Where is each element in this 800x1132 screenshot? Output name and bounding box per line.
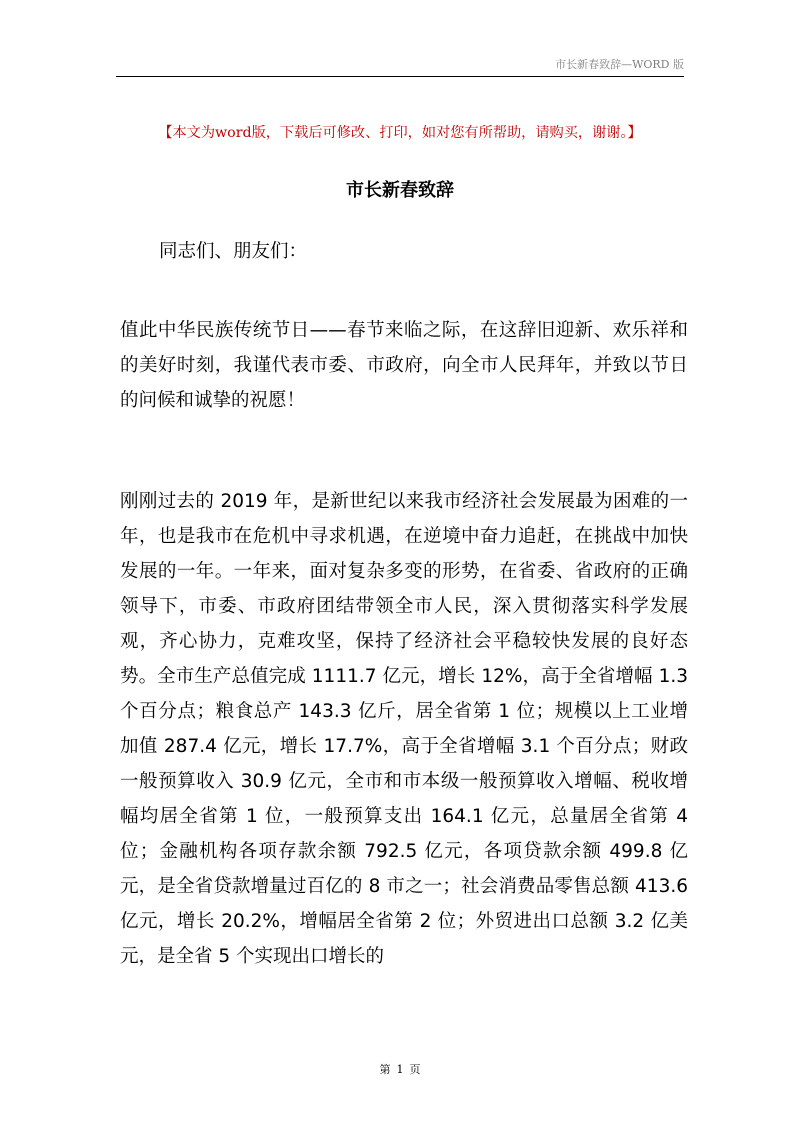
footer-prefix: 第 [379, 1063, 391, 1076]
purchase-notice: 【本文为word版，下载后可修改、打印，如对您有所帮助，请购买，谢谢。】 [158, 125, 642, 141]
page-number: 1 [396, 1063, 404, 1076]
page-footer [0, 1061, 800, 1077]
footer-suffix: 页 [409, 1063, 421, 1076]
paragraph-review: 刚刚过去的 2019 年，是新世纪以来我市经济社会发展最为困难的一年，也是我市在危机中寻求机遇，在逆境中奋力追赶，在挑战中加快发展的一年。一年来，面对复杂多变的形势，在省委、省政府的正确领导下，市委、市政府团结带领全市人民，深入贯彻落实科学发展观，齐心协力，克难攻坚，保持了经济社会平稳较快发展的良好态势。全市生产总值完成 1111.7 亿元，增长 12%，高于全省增幅 1.3 个百分点；粮食总产 143.3 亿斤，居全省第 1 位；规模以上工业增加值 287.4 亿元，增长 17.7%，高于全省增幅 3.1 个百分点；财政一般预算收入 30.9 亿元，全市和市本级一般预算收入增幅、税收增幅均居全省第 1 位，一般预算支出 164.1 亿元，总量居全省第 4 位；金融机构各项存款余额 792.5 亿元，各项贷款余额 499.8 亿元，是全省贷款增量过百亿的 8 市之一；社会消费品零售总额 413.6 亿元，增长 20.2%，增幅居全省第 2 位；外贸进出口总额 3.2 亿美元，是全省 5 个实现出口增长的 [120, 491, 688, 967]
page-header: 市长新春致辞—WORD 版 [555, 58, 684, 71]
paragraph-greeting: 值此中华民族传统节日——春节来临之际，在这辞旧迎新、欢乐祥和的美好时刻，我谨代表市委、市政府，向全市人民拜年，并致以节日的问候和诚挚的祝愿！ [120, 320, 688, 411]
header-divider [116, 76, 684, 77]
salutation: 同志们、朋友们： [159, 241, 308, 262]
document-title: 市长新春致辞 [346, 180, 454, 201]
